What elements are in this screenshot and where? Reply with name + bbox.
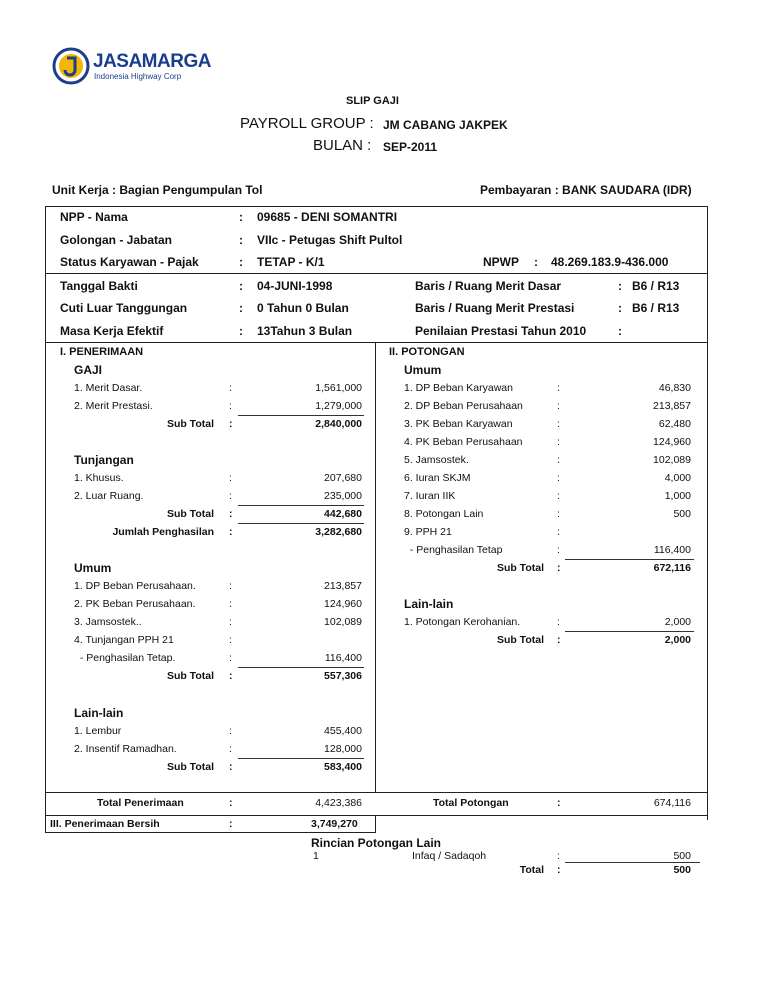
tunjangan-item-label: 1. Khusus. (74, 472, 124, 484)
potongan-item-colon: : (557, 472, 560, 484)
potongan-item-label: 6. Iuran SKJM (404, 472, 471, 484)
potongan-item-colon: : (557, 508, 560, 520)
potongan-umum-heading: Umum (404, 363, 442, 377)
potongan-subtotal-label: Sub Total (496, 562, 544, 574)
npwp-label: NPWP (483, 255, 519, 269)
logo-brand: JASAMARGA (93, 51, 211, 72)
rincian-total-value: 500 (673, 864, 691, 876)
payroll-group-value: JM CABANG JAKPEK (383, 118, 508, 132)
gaji-item-label: 1. Merit Dasar. (74, 382, 143, 394)
gaji-item-value: 1,279,000 (315, 400, 362, 412)
potongan-item-colon: : (557, 526, 560, 538)
box-bottom-border (45, 832, 375, 833)
tunjangan-subtotal-rule (238, 505, 364, 506)
potongan-item-label: 2. DP Beban Perusahaan (404, 400, 523, 412)
rincian-total-label: Total (519, 864, 544, 876)
potongan-item-label: 4. PK Beban Perusahaan (404, 436, 523, 448)
tanggal-value: 04-JUNI-1998 (257, 279, 333, 293)
potongan-item-value: 124,960 (653, 436, 691, 448)
umum-item-value: 116,400 (324, 652, 362, 664)
logo-tagline: Indonesia Highway Corp (94, 72, 182, 81)
bersih-right-border (375, 815, 376, 833)
umum-item-colon: : (229, 652, 232, 664)
potongan-item-colon: : (557, 436, 560, 448)
potongan-item-colon: : (557, 418, 560, 430)
bulan-label: BULAN : (313, 137, 372, 154)
column-divider (375, 342, 376, 792)
potongan-item-label: 1. DP Beban Karyawan (404, 382, 513, 394)
tunjangan-subtotal-label: Sub Total (166, 508, 214, 520)
potongan-item-colon: : (557, 382, 560, 394)
jasamarga-logo-icon (52, 47, 90, 85)
potongan-lainlain-item-label: 1. Potongan Kerohanian. (404, 616, 521, 628)
potongan-lainlain-subtotal-label: Sub Total (496, 634, 544, 646)
gaji-heading: GAJI (74, 363, 103, 377)
potongan-subtotal-colon: : (557, 562, 561, 574)
page-title: SLIP GAJI (346, 95, 399, 107)
tunjangan-item-label: 2. Luar Ruang. (74, 490, 144, 502)
umum-subtotal-colon: : (229, 670, 233, 682)
box-divider-1 (45, 273, 708, 274)
masa-label: Masa Kerja Efektif (60, 324, 164, 338)
npwp-colon: : (534, 255, 538, 269)
potongan-item-value: 62,480 (658, 418, 691, 430)
gaji-item-colon: : (229, 400, 232, 412)
lainlain-item-value: 455,400 (324, 725, 362, 737)
umum-item-value: 124,960 (324, 598, 362, 610)
umum-item-colon: : (229, 580, 232, 592)
potongan-item-colon: : (557, 454, 560, 466)
jumlah-penghasilan-value: 3,282,680 (315, 526, 362, 538)
potongan-item-label: 5. Jamsostek. (404, 454, 469, 466)
lainlain-subtotal-colon: : (229, 761, 233, 773)
potongan-item-colon: : (557, 544, 560, 556)
potongan-item-label: 3. PK Beban Karyawan (404, 418, 513, 430)
rincian-item-label: Infaq / Sadaqoh (412, 850, 487, 862)
jumlah-rule (238, 523, 364, 524)
umum-subtotal-value: 557,306 (324, 670, 362, 682)
rincian-total-rule (565, 862, 700, 863)
gaji-subtotal-value: 2,840,000 (315, 418, 362, 430)
penilaian-label: Penilaian Prestasi Tahun 2010 (415, 324, 587, 338)
umum-item-label: 2. PK Beban Perusahaan. (74, 598, 196, 610)
gaji-item-value: 1,561,000 (315, 382, 362, 394)
penilaian-colon: : (618, 324, 622, 338)
umum-item-value: 213,857 (324, 580, 362, 592)
potongan-item-label: 7. Iuran IIK (404, 490, 456, 502)
pembayaran: Pembayaran : BANK SAUDARA (IDR) (480, 183, 692, 197)
tunjangan-heading: Tunjangan (74, 453, 134, 467)
jumlah-penghasilan-colon: : (229, 526, 233, 538)
potongan-item-label: 9. PPH 21 (404, 526, 452, 538)
umum-item-label: 1. DP Beban Perusahaan. (74, 580, 196, 592)
rincian-item-no: 1 (313, 850, 319, 862)
npwp-value: 48.269.183.9-436.000 (551, 255, 669, 269)
potongan-lainlain-subtotal-rule (565, 631, 694, 632)
gaji-subtotal-label: Sub Total (166, 418, 214, 430)
npp-colon: : (239, 210, 243, 224)
gaji-item-label: 2. Merit Prestasi. (74, 400, 153, 412)
status-colon: : (239, 255, 243, 269)
umum-item-colon: : (229, 634, 232, 646)
total-potongan-value: 674,116 (653, 797, 691, 809)
potongan-item-label: 8. Potongan Lain (404, 508, 484, 520)
lainlain-subtotal-value: 583,400 (324, 761, 362, 773)
umum-subtotal-label: Sub Total (166, 670, 214, 682)
jumlah-penghasilan-label: Jumlah Penghasilan (112, 526, 214, 538)
umum-subtotal-rule (238, 667, 364, 668)
potongan-subtotal-value: 672,116 (653, 562, 691, 574)
potongan-item-value: 213,857 (653, 400, 691, 412)
merit-dasar-label: Baris / Ruang Merit Dasar (415, 279, 562, 293)
rincian-total-colon: : (557, 864, 561, 876)
potongan-item-label: - Penghasilan Tetap (404, 544, 503, 556)
box-divider-3 (45, 792, 708, 793)
box-divider-2 (45, 342, 708, 343)
potongan-item-value: 116,400 (653, 544, 691, 556)
golongan-colon: : (239, 233, 243, 247)
total-potongan-label: Total Potongan (433, 797, 509, 809)
unit-kerja: Unit Kerja : Bagian Pengumpulan Tol (52, 183, 263, 197)
gaji-subtotal-rule (238, 415, 364, 416)
potongan-lainlain-item-value: 2,000 (664, 616, 691, 628)
tanggal-label: Tanggal Bakti (60, 279, 138, 293)
lainlain-subtotal-rule (238, 758, 364, 759)
rincian-item-colon: : (557, 850, 560, 862)
umum-item-colon: : (229, 616, 232, 628)
box-right-border (707, 206, 708, 820)
umum-heading: Umum (74, 561, 112, 575)
penerimaan-bersih-label: III. Penerimaan Bersih (50, 818, 160, 830)
penerimaan-bersih-colon: : (229, 818, 233, 830)
box-divider-4 (45, 815, 708, 816)
tunjangan-item-value: 235,000 (324, 490, 362, 502)
cuti-label: Cuti Luar Tanggungan (60, 301, 188, 315)
merit-dasar-value: B6 / R13 (632, 279, 680, 293)
potongan-item-value: 102,089 (653, 454, 691, 466)
total-penerimaan-label: Total Penerimaan (97, 797, 184, 809)
lainlain-item-colon: : (229, 743, 232, 755)
tanggal-colon: : (239, 279, 243, 293)
umum-item-value: 102,089 (324, 616, 362, 628)
status-value: TETAP - K/1 (257, 255, 325, 269)
potongan-lainlain-subtotal-colon: : (557, 634, 561, 646)
merit-prestasi-label: Baris / Ruang Merit Prestasi (415, 301, 575, 315)
merit-dasar-colon: : (618, 279, 622, 293)
gaji-subtotal-colon: : (229, 418, 233, 430)
box-top-border (45, 206, 708, 207)
potongan-item-value: 4,000 (664, 472, 691, 484)
umum-item-label: - Penghasilan Tetap. (74, 652, 176, 664)
potongan-item-colon: : (557, 490, 560, 502)
company-logo (52, 46, 211, 86)
npp-value: 09685 - DENI SOMANTRI (257, 210, 398, 224)
potongan-item-colon: : (557, 400, 560, 412)
potongan-lainlain-heading: Lain-lain (404, 597, 454, 611)
lainlain-item-colon: : (229, 725, 232, 737)
lainlain-item-label: 1. Lembur (74, 725, 122, 737)
golongan-label: Golongan - Jabatan (60, 233, 173, 247)
potongan-item-value: 1,000 (664, 490, 691, 502)
potongan-heading: II. POTONGAN (389, 346, 465, 358)
total-penerimaan-value: 4,423,386 (315, 797, 362, 809)
payroll-group-label: PAYROLL GROUP : (240, 115, 374, 132)
status-label: Status Karyawan - Pajak (60, 255, 199, 269)
merit-prestasi-value: B6 / R13 (632, 301, 680, 315)
penerimaan-heading: I. PENERIMAAN (60, 346, 144, 358)
masa-colon: : (239, 324, 243, 338)
rincian-heading: Rincian Potongan Lain (311, 836, 442, 850)
golongan-value: VIIc - Petugas Shift Pultol (257, 233, 403, 247)
box-left-border (45, 206, 46, 833)
potongan-subtotal-rule (565, 559, 694, 560)
npp-label: NPP - Nama (60, 210, 128, 224)
total-penerimaan-colon: : (229, 797, 233, 809)
gaji-item-colon: : (229, 382, 232, 394)
tunjangan-item-colon: : (229, 472, 232, 484)
umum-item-colon: : (229, 598, 232, 610)
cuti-colon: : (239, 301, 243, 315)
tunjangan-item-colon: : (229, 490, 232, 502)
lainlain-item-label: 2. Insentif Ramadhan. (74, 743, 177, 755)
total-potongan-colon: : (557, 797, 561, 809)
lainlain-subtotal-label: Sub Total (166, 761, 214, 773)
masa-value: 13Tahun 3 Bulan (257, 324, 353, 338)
tunjangan-subtotal-value: 442,680 (324, 508, 362, 520)
penerimaan-bersih-value: 3,749,270 (311, 818, 358, 830)
potongan-item-value: 46,830 (658, 382, 691, 394)
cuti-value: 0 Tahun 0 Bulan (257, 301, 349, 315)
lainlain-item-value: 128,000 (324, 743, 362, 755)
tunjangan-subtotal-colon: : (229, 508, 233, 520)
potongan-lainlain-subtotal-value: 2,000 (664, 634, 691, 646)
potongan-lainlain-item-colon: : (557, 616, 560, 628)
umum-item-label: 4. Tunjangan PPH 21 (74, 634, 174, 646)
tunjangan-item-value: 207,680 (324, 472, 362, 484)
umum-item-label: 3. Jamsostek.. (74, 616, 142, 628)
rincian-item-value: 500 (673, 850, 691, 862)
lainlain-heading: Lain-lain (74, 706, 124, 720)
potongan-item-value: 500 (673, 508, 691, 520)
merit-prestasi-colon: : (618, 301, 622, 315)
bulan-value: SEP-2011 (383, 140, 438, 154)
